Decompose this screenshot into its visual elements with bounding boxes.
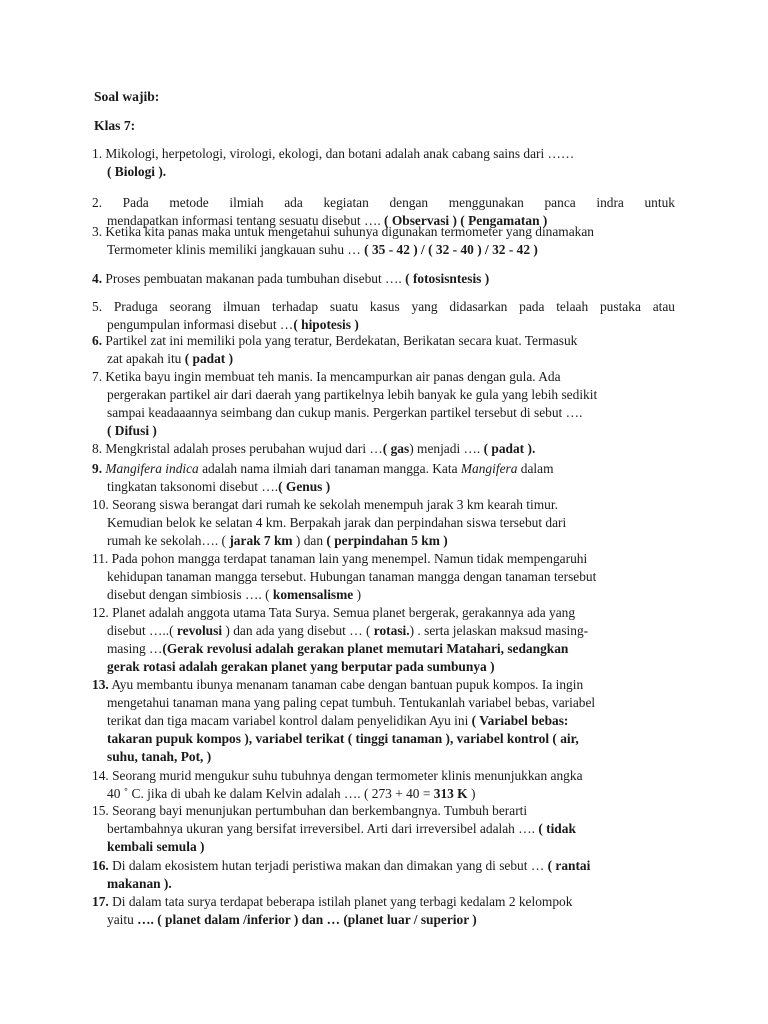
question-text: mengetahui tanaman mana yang paling cepat tumbuh. Tentukanlah variabel bebas, variabel [107, 694, 596, 710]
question-14 [92, 767, 675, 803]
question-text: Di dalam ekosistem hutan terjadi peristiwa makan dan dimakan yang di sebut … [108, 858, 548, 873]
question-text: bertambahnya ukuran yang bersifat irreversibel. Arti dari irreversibel adalah …. [107, 820, 539, 836]
answer-text: makanan ). [107, 875, 172, 891]
question-line [92, 368, 675, 386]
question-line [92, 532, 675, 550]
question-line [92, 514, 675, 532]
question-line [92, 857, 675, 875]
question-text: kehidupan tanaman mangga tersebut. Hubungan tanaman mangga dengan tanaman tersebut [107, 568, 597, 584]
answer-text: 13. [92, 677, 109, 692]
question-line [92, 440, 675, 458]
answer-text: 16. [92, 858, 109, 873]
question-line [92, 223, 675, 241]
answer-text: ( Genus ) [278, 478, 331, 494]
question-11 [92, 550, 675, 604]
question-line [92, 586, 675, 604]
answer-text: jarak 7 km [229, 532, 293, 548]
question-text: dalam [517, 461, 554, 476]
question-10 [92, 496, 675, 550]
question-text: sampai keadaaannya seimbang dan cukup manis. Pergerkan partikel tersebut di sebut …. [107, 404, 583, 420]
answer-text: takaran pupuk kompos ), variabel terikat ( tinggi tanaman ), variabel kontrol ( air, [107, 730, 579, 746]
answer-text: (Gerak revolusi adalah gerakan planet memutari Matahari, sedangkan [162, 640, 569, 656]
question-line [92, 350, 675, 368]
question-text: disebut …..( [107, 622, 177, 638]
question-17 [92, 893, 675, 929]
question-line [92, 478, 675, 496]
question-line [92, 676, 675, 694]
answer-text: rotasi. [373, 622, 410, 638]
question-text: masing … [107, 640, 163, 656]
question-4 [92, 270, 675, 288]
answer-text: 4. [92, 271, 103, 286]
question-line [92, 622, 675, 640]
question-1 [92, 145, 675, 181]
question-line [92, 604, 675, 622]
question-line [92, 875, 675, 893]
question-text: ) [467, 785, 476, 801]
question-line [92, 767, 675, 785]
question-text: 1. Mikologi, herpetologi, virologi, ekologi, dan botani adalah anak cabang sains dari …… [92, 146, 575, 161]
question-line [92, 550, 675, 568]
question-16 [92, 857, 675, 893]
question-line [92, 568, 675, 586]
question-text: mendapatkan informasi tentang sesuatu disebut …. [107, 212, 385, 228]
question-12 [92, 604, 675, 676]
answer-text: ( hipotesis ) [293, 316, 359, 332]
question-line [92, 404, 675, 422]
answer-text: 9. [92, 461, 103, 476]
question-line [92, 712, 675, 730]
answer-text: ( Observasi ) ( Pengamatan ) [384, 212, 548, 228]
question-text: terikat dan tiga macam variabel kontrol dalam penyelidikan Ayu ini [107, 712, 472, 728]
section-heading: Soal wajib: [94, 89, 160, 104]
answer-text: ( padat ). [483, 441, 536, 456]
italic-term: Mangifera [460, 461, 518, 476]
question-text: 11. Pada pohon mangga terdapat tanaman lain yang menempel. Namun tidak mempengaruhi [92, 551, 588, 566]
question-text: 8. Mengkristal adalah proses perubahan wujud dari … [92, 441, 383, 456]
question-text: pergerakan partikel air dari daerah yang partikelnya lebih banyak ke gula yang lebih sedikit [107, 386, 598, 402]
answer-text: ( fotosisntesis ) [405, 271, 490, 286]
question-line [92, 730, 675, 748]
question-line [92, 496, 675, 514]
question-line [92, 194, 675, 212]
answer-text: 313 K [433, 785, 468, 801]
question-line [92, 145, 675, 163]
answer-text: ( gas [382, 441, 410, 456]
question-6 [92, 332, 675, 368]
question-text: 40 ˚ C. jika di ubah ke dalam Kelvin adalah …. ( 273 + 40 = [107, 785, 434, 801]
question-13 [92, 676, 675, 766]
answer-text: ( Difusi ) [107, 422, 157, 438]
question-text: 5. Praduga seorang ilmuan terhadap suatu kasus yang didasarkan pada telaah pustaka atau [92, 299, 675, 314]
question-text: pengumpulan informasi disebut … [107, 316, 294, 332]
answer-text: suhu, tanah, Pot, ) [107, 748, 212, 764]
question-text: 10. Seorang siswa berangat dari rumah ke sekolah menempuh jarak 3 km kearah timur. [92, 497, 558, 512]
question-line [92, 386, 675, 404]
question-text: zat apakah itu [107, 350, 185, 366]
answer-text: ( perpindahan 5 km ) [326, 532, 448, 548]
question-text: 2. Pada metode ilmiah ada kegiatan dengan menggunakan panca indra untuk [92, 195, 675, 210]
question-text: ) dan [292, 532, 327, 548]
question-text: rumah ke sekolah…. ( [107, 532, 230, 548]
answer-text: ( rantai [547, 858, 591, 873]
question-line [92, 422, 675, 440]
question-text: 15. Seorang bayi menunjukan pertumbuhan dan berkembangnya. Tumbuh berarti [92, 803, 528, 818]
question-text: 7. Ketika bayu ingin membuat teh manis. Ia mencampurkan air panas dengan gula. Ada [92, 369, 561, 384]
question-8 [92, 440, 675, 458]
question-line [92, 911, 675, 929]
question-text: Partikel zat ini memiliki pola yang teratur, Berdekatan, Berikatan secara kuat. Termasuk [102, 333, 578, 348]
question-text: Proses pembuatan makanan pada tumbuhan disebut …. [102, 271, 406, 286]
question-line [92, 820, 675, 838]
question-line [92, 694, 675, 712]
question-text: Di dalam tata surya terdapat beberapa istilah planet yang terbagi kedalam 2 kelompok [108, 894, 573, 909]
question-line [92, 838, 675, 856]
question-text: ) . serta jelaskan maksud masing- [409, 622, 589, 638]
question-line [92, 893, 675, 911]
answer-text: ( padat ) [184, 350, 234, 366]
question-line [92, 640, 675, 658]
question-5 [92, 298, 675, 334]
question-line [92, 748, 675, 766]
class-heading: Klas 7: [94, 118, 136, 133]
question-line [92, 163, 675, 181]
question-text: ) [353, 586, 362, 602]
answer-text: ( Variabel bebas: [471, 712, 569, 728]
answer-text: kembali semula ) [107, 838, 205, 854]
question-line [92, 785, 675, 803]
answer-text: revolusi [176, 622, 223, 638]
question-line [92, 802, 675, 820]
answer-text: komensalisme [272, 586, 354, 602]
answer-text: ( Biologi ). [107, 163, 167, 179]
question-text: 3. Ketika kita panas maka untuk mengetahui suhunya digunakan termometer yang dinamakan [92, 224, 594, 239]
question-text: 12. Planet adalah anggota utama Tata Surya. Semua planet bergerak, gerakannya ada yang [92, 605, 576, 620]
answer-text: …. ( planet dalam /inferior ) dan … (planet luar / superior ) [137, 911, 477, 927]
question-3 [92, 223, 675, 259]
question-text: ) menjadi …. [409, 441, 484, 456]
question-text: yaitu [107, 911, 138, 927]
question-text: tingkatan taksonomi disebut …. [107, 478, 279, 494]
question-text: disebut dengan simbiosis …. ( [107, 586, 273, 602]
question-line [92, 658, 675, 676]
question-text: Ayu membantu ibunya menanam tanaman cabe dengan bantuan pupuk kompos. Ia ingin [108, 677, 584, 692]
question-line [92, 460, 675, 478]
question-line [92, 241, 675, 259]
question-9 [92, 460, 675, 496]
answer-text: ( tidak [538, 820, 576, 836]
question-text: 14. Seorang murid mengukur suhu tubuhnya dengan termometer klinis menunjukkan angka [92, 768, 583, 783]
question-text: adalah nama ilmiah dari tanaman mangga. Kata [198, 461, 461, 476]
question-line [92, 332, 675, 350]
answer-text: gerak rotasi adalah gerakan planet yang berputar pada sumbunya ) [107, 658, 495, 674]
answer-text: 17. [92, 894, 109, 909]
question-text: Kemudian belok ke selatan 4 km. Berpakah jarak dan perpindahan siswa tersebut dari [107, 514, 567, 530]
answer-text: ( 35 - 42 ) / ( 32 - 40 ) / 32 - 42 ) [364, 241, 538, 257]
question-15 [92, 802, 675, 856]
question-text: Termometer klinis memiliki jangkauan suhu … [107, 241, 365, 257]
question-7 [92, 368, 675, 440]
question-text: ) dan ada yang disebut … ( [222, 622, 374, 638]
answer-text: 6. [92, 333, 103, 348]
question-line [92, 298, 675, 316]
question-line [92, 270, 675, 288]
italic-term: Mangifera indica [105, 461, 199, 476]
